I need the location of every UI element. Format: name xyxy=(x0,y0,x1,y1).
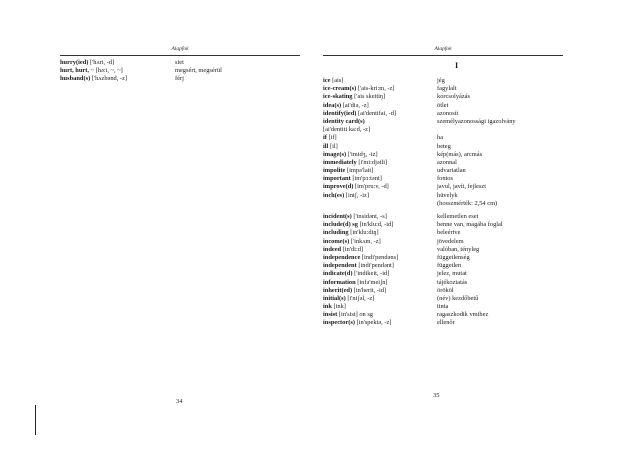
entry-headword xyxy=(323,229,379,237)
entry-headword xyxy=(323,183,389,191)
dictionary-entry xyxy=(323,192,563,200)
page-header: Alapfok xyxy=(171,46,189,52)
entry-translation: javul, javít, fejleszt xyxy=(437,183,486,191)
entry-pronunciation: [in'herit, -id] xyxy=(353,286,387,294)
entry-headword xyxy=(323,134,337,142)
entry-pronunciation: ~ [hə:t, ~, ~] xyxy=(90,67,123,75)
dictionary-entry xyxy=(323,311,563,319)
entry-translation: azonnal xyxy=(437,158,457,166)
entry-translation: korcsolyázás xyxy=(437,93,471,101)
dictionary-entry xyxy=(323,303,563,311)
entry-pronunciation: [intʃ, -iz] xyxy=(345,191,369,199)
dictionary-entry xyxy=(323,295,563,303)
entry-pronunciation: [im'pɔ:tənt] xyxy=(352,175,382,183)
dictionary-entry xyxy=(323,110,563,118)
entry-headword xyxy=(323,102,369,110)
entry-word: income(s) xyxy=(323,237,350,245)
entry-pronunciation: [i'mi:djətli] xyxy=(358,158,388,166)
entry-pronunciation: ['ais skeitiŋ] xyxy=(354,93,386,101)
dictionary-entry xyxy=(323,213,563,221)
dictionary-entry xyxy=(323,93,563,101)
entry-translation: kép(más), arcmás xyxy=(437,150,483,158)
entry-word: inherit(ed) xyxy=(323,286,353,294)
entry-pronunciation: [ai'diə, -z] xyxy=(342,101,369,109)
entry-pronunciation: ['hʌri, -d] xyxy=(90,59,115,66)
entry-headword xyxy=(323,270,389,278)
entry-headword xyxy=(323,143,338,151)
entry-word: ice-skating xyxy=(323,93,353,101)
entry-word: ink xyxy=(323,303,332,311)
entry-word: include(d) sg xyxy=(323,221,358,229)
entry-pronunciation: [ink] xyxy=(333,303,346,311)
dictionary-entry xyxy=(323,175,563,183)
entry-word: immediately xyxy=(323,158,357,166)
entry-word: independence xyxy=(323,253,361,261)
dictionary-entry xyxy=(323,151,563,159)
entry-word: hurt, hurt, xyxy=(60,67,89,75)
entry-headword xyxy=(323,151,378,159)
page-number: 35 xyxy=(433,392,440,399)
entry-headword xyxy=(323,126,370,134)
entry-word: indicate(d) xyxy=(323,270,353,278)
entry-translation: személyazonossági igazolvány xyxy=(437,117,516,125)
entry-word: idea(s) xyxy=(323,101,342,109)
entry-list xyxy=(323,77,563,328)
entry-headword xyxy=(323,175,382,183)
dictionary-entry xyxy=(60,75,300,83)
entry-pronunciation: [if] xyxy=(328,134,337,142)
entry-pronunciation: ['insidənt, -s] xyxy=(353,213,387,220)
dictionary-entry xyxy=(60,67,300,75)
dictionary-entry xyxy=(323,143,563,151)
entry-word: identity card(s) xyxy=(323,117,365,125)
entry-translation: ragaszkodik vmihez xyxy=(437,311,489,319)
entry-pronunciation: [in'klu:d, -id] xyxy=(359,221,394,229)
dictionary-entry xyxy=(323,246,563,254)
page-header: Alapfok xyxy=(434,46,452,52)
dictionary-entry xyxy=(323,183,563,191)
dictionary-entry xyxy=(323,118,563,126)
page-number: 34 xyxy=(176,398,183,405)
entry-pronunciation: [impə'lait] xyxy=(346,167,374,175)
entry-translation: (név) kezdőbetű xyxy=(437,294,479,302)
entry-headword xyxy=(323,110,396,118)
dictionary-entry xyxy=(323,167,563,175)
entry-headword xyxy=(323,77,343,85)
dictionary-entry xyxy=(323,262,563,270)
dictionary-entry xyxy=(323,200,563,208)
dictionary-entry xyxy=(323,77,563,85)
entry-word: independent xyxy=(323,262,357,270)
section-letter: I xyxy=(455,61,459,70)
entry-pronunciation: [in'klu:diŋ] xyxy=(350,229,379,237)
entry-headword xyxy=(60,67,123,75)
entry-headword xyxy=(323,311,373,319)
entry-pronunciation: ['ais-kri:m, -z] xyxy=(357,85,395,93)
entry-pronunciation: ['inkʌm, -z] xyxy=(350,237,381,245)
entry-translation: független xyxy=(437,262,462,270)
entry-translation: függetlenség xyxy=(437,253,470,261)
entry-pronunciation: [il] xyxy=(329,142,338,150)
entry-headword xyxy=(323,319,391,327)
entry-pronunciation: ['indikeit, -id] xyxy=(354,270,390,278)
entry-headword xyxy=(323,238,381,246)
entry-translation: hüvelyk xyxy=(437,191,458,199)
entry-headword xyxy=(323,118,365,126)
entry-headword xyxy=(323,85,394,93)
entry-translation: megsért, megsérül xyxy=(175,67,222,75)
entry-word: inspector(s) xyxy=(323,319,355,327)
entry-translation: ellenőr xyxy=(437,319,455,327)
dictionary-entry xyxy=(323,319,563,327)
margin-mark xyxy=(35,405,36,435)
entry-translation: fagylalt xyxy=(437,85,457,93)
entry-pronunciation: [im'pru:v, -d] xyxy=(355,183,389,191)
dictionary-entry xyxy=(323,238,563,246)
entry-headword xyxy=(323,221,393,229)
dictionary-entry xyxy=(323,279,563,287)
entry-word: ice-cream(s) xyxy=(323,85,357,93)
entry-headword xyxy=(323,295,374,303)
dictionary-entry xyxy=(60,59,300,67)
entry-word: ice xyxy=(323,77,331,84)
entry-translation: tinta xyxy=(437,303,449,311)
entry-word: improve(d) xyxy=(323,183,354,191)
entry-word: identify(ied) xyxy=(323,109,357,117)
entry-translation: örököl xyxy=(437,286,454,294)
entry-headword xyxy=(323,287,386,295)
entry-pronunciation: [ais] xyxy=(332,77,344,84)
entry-headword xyxy=(323,303,346,311)
left-page xyxy=(60,0,300,452)
entry-pronunciation: [indi'pendənt] xyxy=(358,262,394,270)
entry-headword xyxy=(323,167,373,175)
entry-translation: valóban, tényleg xyxy=(437,245,480,253)
dictionary-entry xyxy=(323,85,563,93)
entry-word: indeed xyxy=(323,245,342,253)
entry-pronunciation: [in'di:d] xyxy=(342,245,364,253)
entry-word: image(s) xyxy=(323,150,347,158)
entry-headword xyxy=(323,279,388,287)
dictionary-entry xyxy=(323,270,563,278)
entry-word: husband(s) xyxy=(60,75,91,83)
entry-headword xyxy=(323,254,398,262)
entry-headword xyxy=(323,93,385,101)
entry-pronunciation: [ai'dentifai, -d] xyxy=(357,109,397,117)
entry-translation: fontos xyxy=(437,175,453,183)
dictionary-entry xyxy=(323,254,563,262)
entry-pronunciation: ['hʌzbənd, -z] xyxy=(91,75,128,83)
entry-headword xyxy=(60,59,114,67)
entry-headword xyxy=(323,213,387,221)
dictionary-entry xyxy=(323,159,563,167)
dictionary-entry xyxy=(323,229,563,237)
entry-translation: beteg xyxy=(437,142,451,150)
entry-pronunciation: [in'spektə, -z] xyxy=(356,319,392,327)
right-page xyxy=(323,0,563,452)
entry-pronunciation: [infə'meiʃn] xyxy=(357,278,388,286)
dictionary-entry xyxy=(323,134,563,142)
entry-word: if xyxy=(323,134,327,142)
dictionary-entry xyxy=(323,126,563,134)
entry-translation: siet xyxy=(175,59,184,66)
dictionary-entry xyxy=(323,287,563,295)
entry-translation: jelez, mutat xyxy=(437,270,467,278)
entry-word: including xyxy=(323,229,349,237)
entry-translation: udvariatlan xyxy=(437,167,466,175)
entry-headword xyxy=(60,75,127,83)
dictionary-entry xyxy=(323,221,563,229)
entry-translation: ha xyxy=(437,134,444,142)
dictionary-entry xyxy=(323,102,563,110)
entry-word: impolite xyxy=(323,167,346,175)
entry-word: hurry(ied) xyxy=(60,59,89,66)
entry-word: ill xyxy=(323,142,329,150)
entry-translation: férj xyxy=(175,75,184,83)
entry-word: inch(es) xyxy=(323,191,345,199)
entry-translation: jég xyxy=(437,77,445,84)
entry-word: initial(s) xyxy=(323,294,346,302)
entry-headword xyxy=(323,262,394,270)
entry-pronunciation: [in'sist] on sg xyxy=(338,311,373,319)
entry-word: information xyxy=(323,278,356,286)
entry-pronunciation: [ai'dentiti ka:d, -z] xyxy=(323,126,371,134)
entry-headword xyxy=(323,192,369,200)
entry-word: insist xyxy=(323,311,338,319)
entry-list xyxy=(60,59,300,84)
header-rule xyxy=(323,55,563,56)
entry-translation: benne van, magába foglal xyxy=(437,221,503,229)
entry-translation: kellemetlen eset xyxy=(437,213,479,220)
entry-pronunciation: [indi'pendəns] xyxy=(361,253,399,261)
entry-translation: azonosít xyxy=(437,109,459,117)
entry-pronunciation: ['imidʒ, -iz] xyxy=(347,150,378,158)
entry-translation: beleértve xyxy=(437,229,461,237)
entry-headword xyxy=(323,246,363,254)
entry-word: important xyxy=(323,175,351,183)
entry-headword xyxy=(323,159,387,167)
entry-translation: jövedelem xyxy=(437,237,464,245)
entry-translation: ötlet xyxy=(437,101,449,109)
entry-pronunciation: [i'niʃəl, -z] xyxy=(347,294,375,302)
entry-translation: (hosszmérték: 2,54 cm) xyxy=(437,199,498,207)
entry-word: incident(s) xyxy=(323,213,352,220)
entry-translation: tájékoztatás xyxy=(437,278,468,286)
header-rule xyxy=(60,55,300,56)
